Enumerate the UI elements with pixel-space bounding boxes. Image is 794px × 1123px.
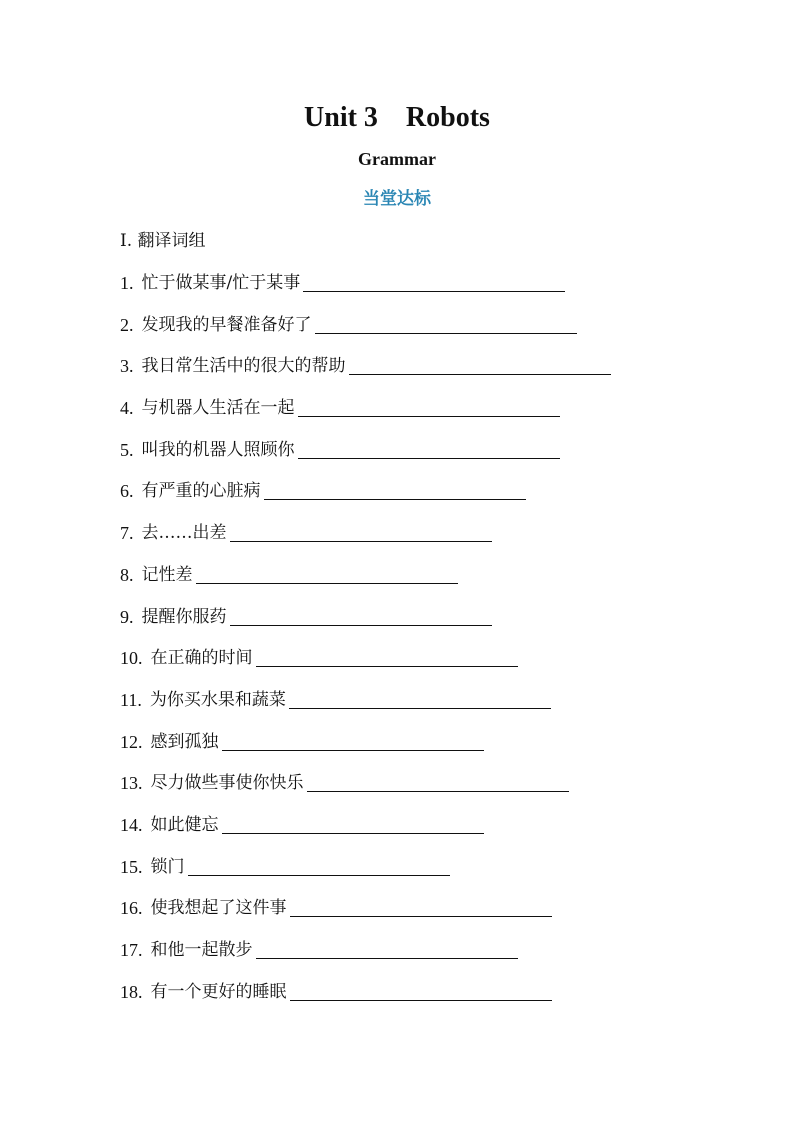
answer-blank[interactable] — [222, 730, 484, 751]
item-text: 尽力做些事使你快乐 — [150, 773, 304, 794]
answer-blank[interactable] — [196, 563, 458, 584]
exercise-item — [120, 313, 720, 355]
exercise-item — [120, 521, 720, 563]
item-number: 13. — [120, 773, 143, 794]
answer-blank[interactable] — [303, 271, 565, 292]
exercise-item — [120, 688, 720, 730]
item-text: 如此健忘 — [150, 814, 219, 835]
item-number: 8. — [120, 564, 134, 585]
answer-blank[interactable] — [188, 855, 450, 876]
item-text: 发现我的早餐准备好了 — [141, 314, 312, 335]
item-text: 记性差 — [141, 564, 193, 585]
exercise-item — [120, 813, 720, 855]
exercise-item — [120, 354, 720, 396]
answer-blank[interactable] — [290, 980, 552, 1001]
page-subtitle: Grammar — [358, 149, 436, 169]
answer-blank[interactable] — [307, 771, 569, 792]
item-text: 有一个更好的睡眠 — [150, 981, 287, 1002]
item-text: 感到孤独 — [150, 731, 219, 752]
exercise-item — [120, 563, 720, 605]
answer-blank[interactable] — [349, 354, 611, 375]
answer-blank[interactable] — [256, 646, 518, 667]
answer-blank[interactable] — [298, 396, 560, 417]
answer-blank[interactable] — [264, 479, 526, 500]
exercise-list — [120, 271, 720, 1021]
section-tag: 当堂达标 — [363, 189, 431, 209]
item-text: 和他一起散步 — [150, 940, 253, 960]
item-number: 12. — [120, 731, 143, 752]
item-number: 1. — [120, 273, 134, 293]
section-heading: Ⅰ. 翻译词组 — [120, 231, 206, 251]
item-text: 与机器人生活在一起 — [141, 398, 295, 419]
item-number: 7. — [120, 523, 134, 544]
exercise-item — [120, 938, 720, 980]
exercise-item — [120, 896, 720, 938]
answer-blank[interactable] — [230, 605, 492, 626]
exercise-item — [120, 771, 720, 813]
answer-blank[interactable] — [256, 938, 518, 959]
item-number: 4. — [120, 398, 134, 419]
answer-blank[interactable] — [290, 896, 552, 917]
item-text: 为你买水果和蔬菜 — [149, 689, 286, 710]
item-text: 锁门 — [150, 856, 185, 877]
item-number: 9. — [120, 606, 134, 627]
item-text: 叫我的机器人照顾你 — [141, 439, 295, 460]
item-number: 10. — [120, 648, 143, 669]
exercise-item — [120, 605, 720, 647]
item-number: 5. — [120, 439, 134, 460]
page-title: Unit 3 Robots — [304, 102, 490, 133]
item-number: 15. — [120, 856, 143, 877]
exercise-item — [120, 646, 720, 688]
item-number: 11. — [120, 689, 142, 710]
exercise-item — [120, 479, 720, 521]
item-text: 在正确的时间 — [150, 648, 253, 669]
item-text: 我日常生活中的很大的帮助 — [141, 356, 346, 377]
answer-blank[interactable] — [289, 688, 551, 709]
exercise-item — [120, 855, 720, 897]
item-text: 忙于做某事/忙于某事 — [141, 273, 301, 293]
item-number: 3. — [120, 356, 134, 377]
item-text: 有严重的心脏病 — [141, 481, 261, 502]
exercise-item — [120, 271, 720, 313]
item-number: 17. — [120, 940, 143, 960]
item-number: 6. — [120, 481, 134, 502]
exercise-item — [120, 396, 720, 438]
answer-blank[interactable] — [230, 521, 492, 542]
answer-blank[interactable] — [315, 313, 577, 334]
answer-blank[interactable] — [298, 438, 560, 459]
item-number: 18. — [120, 981, 143, 1002]
exercise-item — [120, 730, 720, 772]
item-number: 2. — [120, 314, 134, 335]
item-text: 使我想起了这件事 — [150, 898, 287, 919]
item-text: 去……出差 — [141, 523, 227, 544]
exercise-item — [120, 980, 720, 1022]
answer-blank[interactable] — [222, 813, 484, 834]
exercise-item — [120, 438, 720, 480]
item-number: 14. — [120, 814, 143, 835]
item-text: 提醒你服药 — [141, 606, 227, 627]
item-number: 16. — [120, 898, 143, 919]
